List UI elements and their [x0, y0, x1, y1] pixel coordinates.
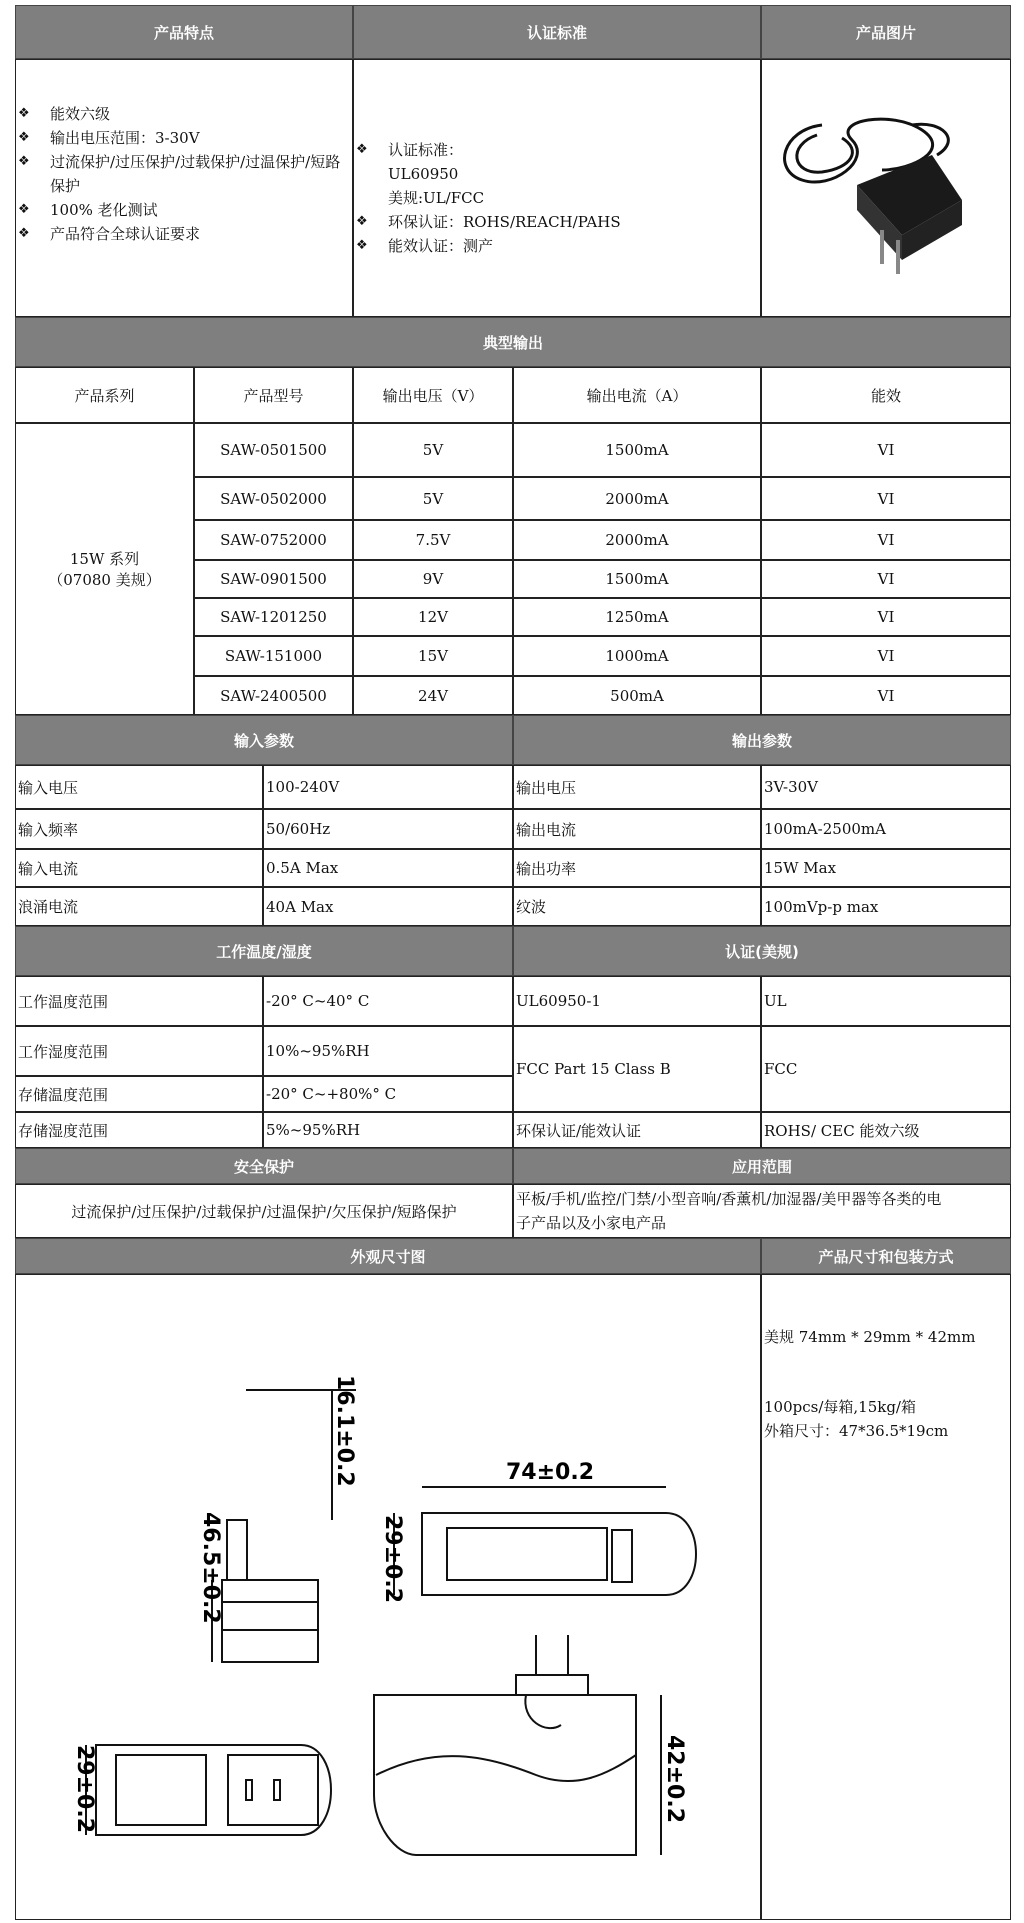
adapter-image	[762, 60, 1010, 316]
application-title: 应用范围	[513, 1148, 1011, 1184]
output-title: 输出参数	[513, 715, 1011, 765]
input-param-value: 40A Max	[263, 887, 513, 926]
output-param-key: 输出电压	[513, 765, 761, 809]
env-value: -20° C~+80%° C	[263, 1076, 513, 1112]
pack-size: 美规 74mm * 29mm * 42mm	[764, 1328, 976, 1346]
cert-key: FCC Part 15 Class B	[513, 1026, 761, 1112]
model-cell: SAW-0901500	[194, 560, 353, 598]
input-title: 输入参数	[15, 715, 513, 765]
env-title: 工作温度/湿度	[15, 926, 513, 976]
feature-item: ❖ 100% 老化测试	[18, 198, 348, 222]
feature-item: ❖ 输出电压范围：3-30V	[18, 126, 348, 150]
col-header-current: 输出电流（A）	[513, 367, 761, 423]
pack-info: 100pcs/每箱,15kg/箱	[764, 1398, 916, 1416]
uscert-title: 认证(美规)	[513, 926, 1011, 976]
voltage-cell: 7.5V	[353, 520, 513, 560]
output-param-value: 100mVp-p max	[761, 887, 1011, 926]
certs-list	[356, 138, 756, 258]
model-cell: SAW-151000	[194, 636, 353, 676]
env-key: 存储湿度范围	[15, 1112, 263, 1148]
application-text	[516, 1187, 1010, 1235]
env-key: 存储温度范围	[15, 1076, 263, 1112]
series-name: 15W 系列	[69, 550, 140, 568]
header-image: 产品图片	[761, 5, 1011, 59]
current-cell: 1500mA	[513, 423, 761, 477]
input-param-key: 输入电流	[15, 849, 263, 887]
feature-item: ❖ 能效六级	[18, 102, 348, 126]
efficiency-cell: VI	[761, 636, 1011, 676]
voltage-cell: 5V	[353, 477, 513, 520]
dim-length: 74±0.2	[506, 1460, 595, 1485]
output-param-value: 15W Max	[761, 849, 1011, 887]
current-cell: 500mA	[513, 676, 761, 715]
efficiency-cell: VI	[761, 598, 1011, 636]
application-line: 子产品以及小家电产品	[516, 1214, 667, 1232]
cert-item: ❖ 环保认证：ROHS/REACH/PAHS	[356, 210, 756, 234]
env-value: -20° C~40° C	[263, 976, 513, 1026]
dimension-drawing	[16, 1275, 760, 1919]
col-header-eff: 能效	[761, 367, 1011, 423]
voltage-cell: 9V	[353, 560, 513, 598]
features-list	[18, 102, 348, 246]
cert-value: UL	[761, 976, 1011, 1026]
series-cell	[15, 423, 194, 715]
dim-width-back: 29±0.2	[72, 1745, 97, 1834]
safety-text: 过流保护/过压保护/过载保护/过温保护/欠压保护/短路保护	[15, 1184, 513, 1238]
model-cell: SAW-1201250	[194, 598, 353, 636]
dim-depth: 42±0.2	[662, 1735, 687, 1824]
feature-item: ❖ 过流保护/过压保护/过载保护/过温保护/短路保护	[18, 150, 348, 198]
output-param-key: 纹波	[513, 887, 761, 926]
voltage-cell: 24V	[353, 676, 513, 715]
cert-value: FCC	[761, 1026, 1011, 1112]
current-cell: 1250mA	[513, 598, 761, 636]
env-key: 工作湿度范围	[15, 1026, 263, 1076]
efficiency-cell: VI	[761, 560, 1011, 598]
output-param-value: 3V-30V	[761, 765, 1011, 809]
current-cell: 1000mA	[513, 636, 761, 676]
input-param-key: 输入频率	[15, 809, 263, 849]
voltage-cell: 5V	[353, 423, 513, 477]
features-cell	[15, 59, 353, 317]
output-param-key: 输出功率	[513, 849, 761, 887]
voltage-cell: 12V	[353, 598, 513, 636]
cert-line: 美规:UL/FCC	[388, 189, 485, 207]
col-header-voltage: 输出电压（V）	[353, 367, 513, 423]
pack-title: 产品尺寸和包装方式	[761, 1238, 1011, 1274]
pack-cell	[761, 1274, 1011, 1920]
env-value: 5%~95%RH	[263, 1112, 513, 1148]
header-features: 产品特点	[15, 5, 353, 59]
cert-key: 环保认证/能效认证	[513, 1112, 761, 1148]
cert-item: ❖ 能效认证：测产	[356, 234, 756, 258]
cert-key: UL60950-1	[513, 976, 761, 1026]
certs-cell	[353, 59, 761, 317]
env-value: 10%~95%RH	[263, 1026, 513, 1076]
dimensions-title: 外观尺寸图	[15, 1238, 761, 1274]
efficiency-cell: VI	[761, 423, 1011, 477]
input-param-key: 输入电压	[15, 765, 263, 809]
dim-width: 29±0.2	[380, 1515, 405, 1604]
cert-value: ROHS/ CEC 能效六级	[761, 1112, 1011, 1148]
efficiency-cell: VI	[761, 477, 1011, 520]
input-param-key: 浪涌电流	[15, 887, 263, 926]
efficiency-cell: VI	[761, 520, 1011, 560]
output-param-key: 输出电流	[513, 809, 761, 849]
input-param-value: 100-240V	[263, 765, 513, 809]
col-header-model: 产品型号	[194, 367, 353, 423]
current-cell: 1500mA	[513, 560, 761, 598]
input-param-value: 50/60Hz	[263, 809, 513, 849]
image-cell	[761, 59, 1011, 317]
feature-item: ❖ 产品符合全球认证要求	[18, 222, 348, 246]
current-cell: 2000mA	[513, 477, 761, 520]
efficiency-cell: VI	[761, 676, 1011, 715]
output-param-value: 100mA-2500mA	[761, 809, 1011, 849]
model-cell: SAW-0752000	[194, 520, 353, 560]
dimension-drawing-cell	[15, 1274, 761, 1920]
current-cell: 2000mA	[513, 520, 761, 560]
dim-height: 46.5±0.2	[198, 1512, 223, 1624]
application-line: 平板/手机/监控/门禁/小型音响/香薰机/加湿器/美甲器等各类的电	[516, 1190, 942, 1208]
env-key: 工作温度范围	[15, 976, 263, 1026]
series-spec: （07080 美规）	[48, 571, 161, 589]
model-cell: SAW-2400500	[194, 676, 353, 715]
model-cell: SAW-0502000	[194, 477, 353, 520]
header-certs: 认证标准	[353, 5, 761, 59]
input-param-value: 0.5A Max	[263, 849, 513, 887]
pack-box: 外箱尺寸：47*36.5*19cm	[764, 1422, 949, 1440]
application-cell	[513, 1184, 1011, 1238]
dim-pin: 16.1±0.2	[332, 1375, 357, 1487]
col-header-series: 产品系列	[15, 367, 194, 423]
model-cell: SAW-0501500	[194, 423, 353, 477]
cert-line: UL60950	[388, 165, 459, 183]
safety-title: 安全保护	[15, 1148, 513, 1184]
cert-item: ❖ 认证标准：	[356, 138, 756, 162]
typical-title: 典型输出	[15, 317, 1011, 367]
voltage-cell: 15V	[353, 636, 513, 676]
